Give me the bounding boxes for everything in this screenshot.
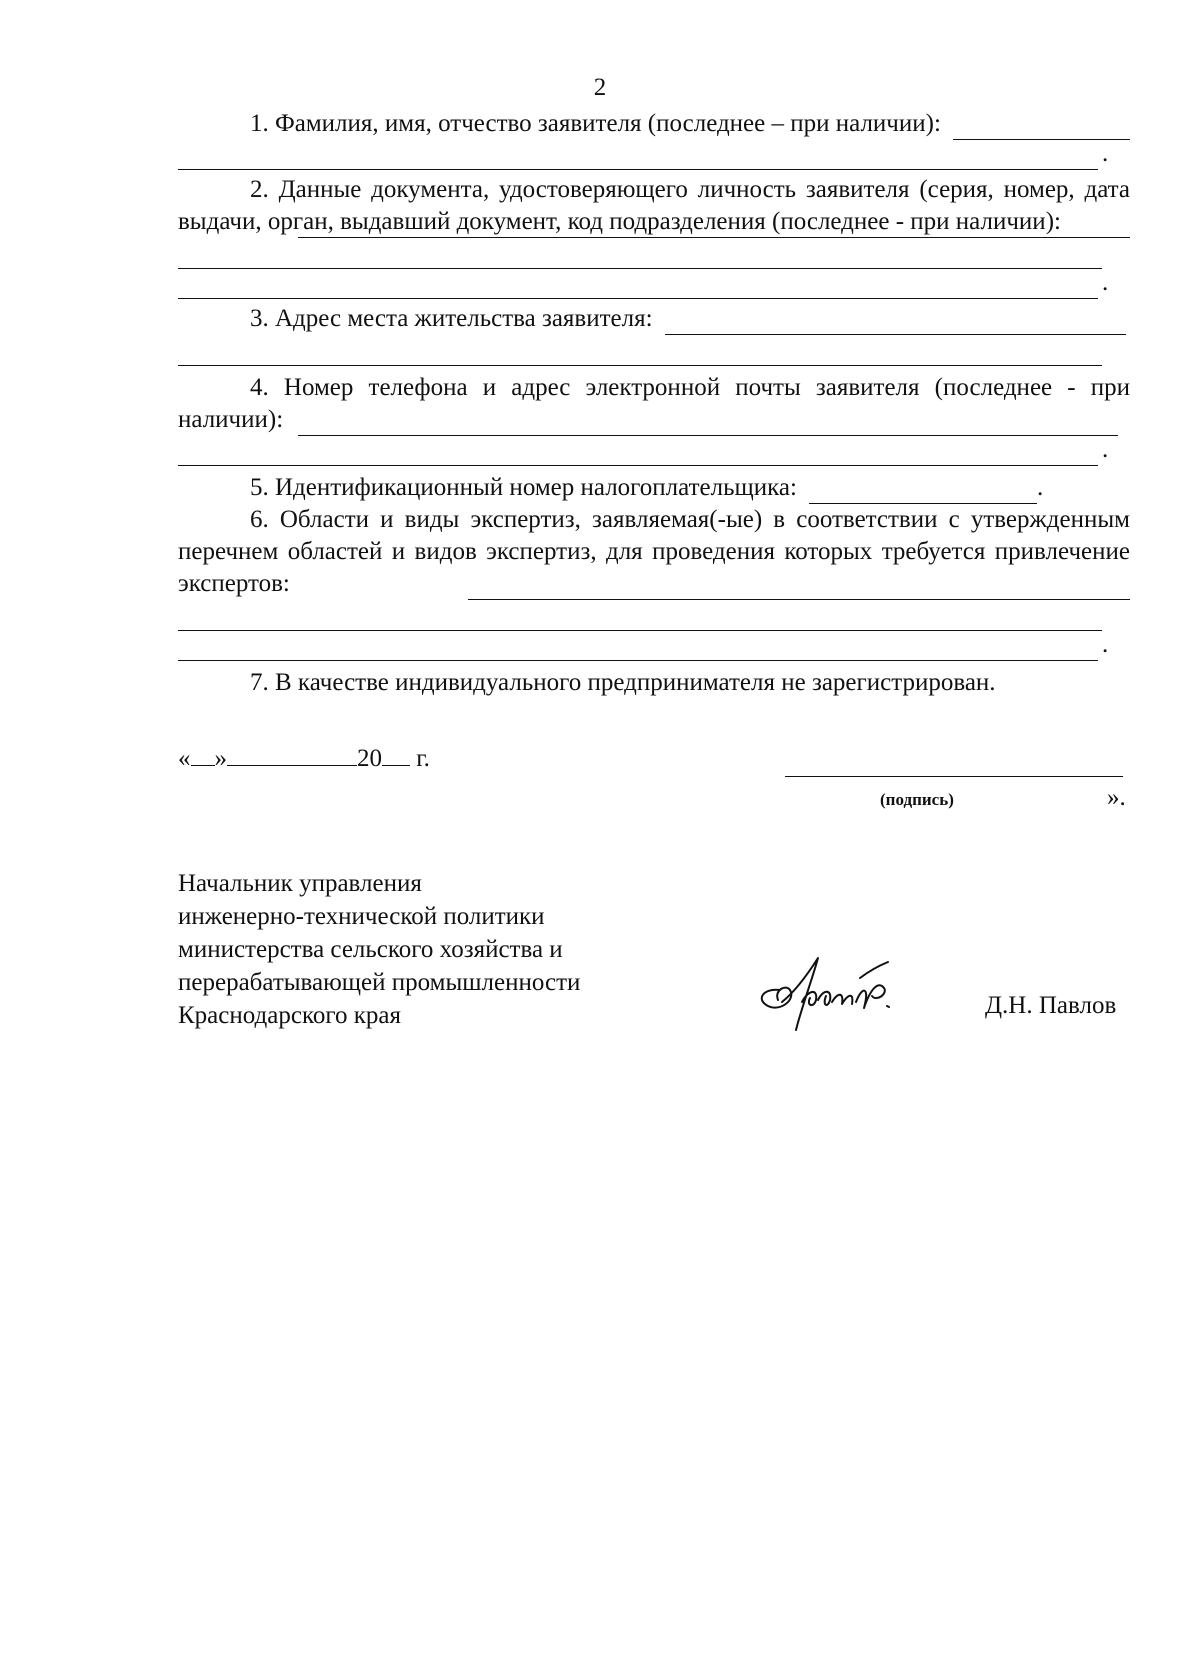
item-3-line-2[interactable] (178, 335, 1102, 366)
item-6-field[interactable] (468, 568, 1130, 600)
item-4-field[interactable] (298, 404, 1118, 436)
year-blank[interactable] (382, 743, 410, 766)
item-6-line-2[interactable] (178, 600, 1102, 631)
item-4-label: 4. Номер телефона и адрес электронной почты заявителя (последнее - при наличии): (178, 374, 1130, 433)
item-5-label: 5. Идентификационный номер налогоплательщика: (250, 474, 797, 501)
item-6-label: 6. Области и виды экспертиз, заявляемая(-ые) в соответствии с утвержденным перечнем областей и видов экспертиз, для проведения которых требуется привлечение экспертов: (178, 506, 1130, 597)
official-position: Начальник управления инженерно-технической политики министерства сельского хозяйства и перерабатывающей промышленности Краснодарского края (178, 870, 581, 1029)
signer-name: Д.Н. Павлов (985, 992, 1117, 1019)
item-5-field[interactable] (809, 479, 1037, 504)
signature-line[interactable] (785, 776, 1123, 777)
item-2-line-3[interactable]: . (178, 269, 1130, 299)
item-3-field[interactable] (665, 310, 1126, 335)
item-2-label: 2. Данные документа, удостоверяющего личность заявителя (серия, номер, дата выдачи, орган, выдавший документ, код подразделения (последнее - при наличии): (178, 176, 1130, 235)
month-blank[interactable] (227, 743, 357, 766)
day-blank[interactable] (191, 743, 215, 766)
date-field[interactable]: « » 20 г. (178, 745, 430, 772)
item-1-field[interactable] (953, 115, 1130, 140)
item-1-label: 1. Фамилия, имя, отчество заявителя (последнее – при наличии): (250, 110, 941, 137)
item-4-line-2[interactable]: . (178, 436, 1130, 466)
item-3-label: 3. Адрес места жительства заявителя: (250, 305, 653, 332)
item-1-line-2[interactable]: . (178, 140, 1130, 170)
form-body (178, 108, 1130, 699)
item-3 (178, 303, 1130, 335)
page-number: 2 (593, 74, 607, 101)
item-7: 7. В качестве индивидуального предпринимателя не зарегистрирован. (250, 669, 996, 696)
item-1 (178, 108, 1130, 140)
closing-quote: ». (1107, 784, 1126, 811)
signature-caption: (подпись) (880, 790, 954, 809)
handwritten-signature (752, 950, 922, 1035)
item-5: 5. Идентификационный номер налогоплательщика: . (178, 472, 1130, 504)
item-6-line-3[interactable]: . (178, 631, 1130, 661)
item-2-line-2[interactable] (178, 238, 1102, 269)
